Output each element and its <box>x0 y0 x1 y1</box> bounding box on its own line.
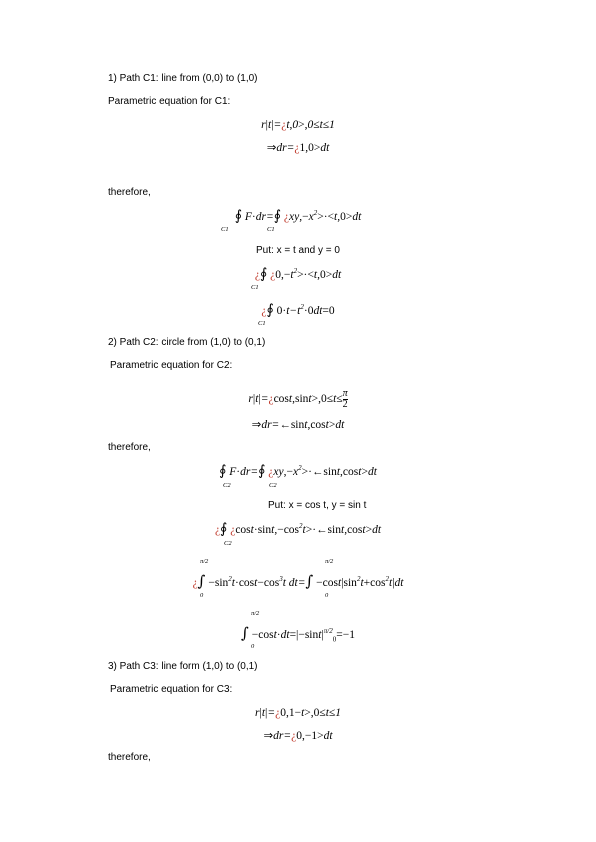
section-3-heading: 3) Path C3: line form (1,0) to (0,1) <box>108 661 258 672</box>
section-1-eq-int2: ¿∮ ¿$0,-t^2>\cdot<t,0>dt$ <box>254 266 342 282</box>
section-2-int4-lower: 0 <box>251 643 255 650</box>
section-3-eq-r: r|t|=¿0,1−t>,0≤t≤1 <box>255 707 341 719</box>
section-1-eq-r: r|t|=¿t,0>,0≤t≤1 <box>261 119 335 131</box>
section-2-therefore: therefore, <box>108 442 151 453</box>
section-2-eq-dr: ⇒dr=←sint,cost>dt <box>251 419 345 431</box>
section-3-therefore: therefore, <box>108 752 151 763</box>
section-2-eq-r: r|t|=¿cost,sint>,0≤t≤ $\frac{\pi}{2}$ <box>248 388 348 410</box>
section-1-int1-sub-left: C1 <box>221 226 229 233</box>
section-2-int3-upper-left: π/2 <box>200 558 209 565</box>
section-2-put: Put: x = cos t, y = sin t <box>268 500 367 511</box>
section-2-eq-int3: ¿∫ $-\sin^2t\cdot\cos t-\cos^3t$ $dt=\int -\cos t|\sin^2t+\cos^2t|dt$ <box>192 572 404 590</box>
section-3-param-label: Parametric equation for C3: <box>110 684 233 695</box>
section-1-param-label: Parametric equation for C1: <box>108 96 231 107</box>
section-2-int3-lower-left: 0 <box>200 592 204 599</box>
section-1-int1-sub-right: C1 <box>267 226 275 233</box>
section-1-put: Put: x = t and y = 0 <box>256 245 340 256</box>
section-1-eq-int1: ∮ F·dr=∮ ¿$xy,-x^2>\cdot<t,0>dt$ <box>234 208 362 224</box>
section-1-int3-sub: C1 <box>258 320 266 327</box>
section-2-eq-int1: ∮ F·dr=∮ ¿$xy,-x^2>\cdot\leftarrow\sin t,\cos t>dt$ <box>219 463 377 479</box>
section-1-therefore: therefore, <box>108 187 151 198</box>
section-1-eq-dr: ⇒dr=¿1,0>dt <box>266 142 330 154</box>
section-2-eq-int2: ¿∮ ¿$\cos t\cdot\sin t,-\cos^2t>\cdot\leftarrow\sin t,\cos t>dt$ <box>214 521 382 537</box>
section-2-int3-upper-right: π/2 <box>325 558 334 565</box>
section-2-int2-sub: C2 <box>224 540 232 547</box>
section-3-eq-dr: ⇒dr=¿0,−1>dt <box>263 730 333 742</box>
section-2-int3-lower-right: 0 <box>325 592 329 599</box>
section-2-int1-sub-right: C2 <box>269 482 277 489</box>
section-2-eq-int4: ∫ $-\cos t\cdot dt=|-\sin t|^{\pi/2}_0=-1$ <box>241 624 355 644</box>
section-1-eq-int3: ¿∮ $0\cdot t-t^2\cdot 0dt=0$ <box>261 302 335 318</box>
section-1-heading: 1) Path C1: line from (0,0) to (1,0) <box>108 73 258 84</box>
section-2-int1-sub-left: C2 <box>223 482 231 489</box>
section-2-heading: 2) Path C2: circle from (1,0) to (0,1) <box>108 337 266 348</box>
section-1-int2-sub: C1 <box>251 284 259 291</box>
section-2-param-label: Parametric equation for C2: <box>110 360 233 371</box>
section-2-int4-upper: π/2 <box>251 610 260 617</box>
